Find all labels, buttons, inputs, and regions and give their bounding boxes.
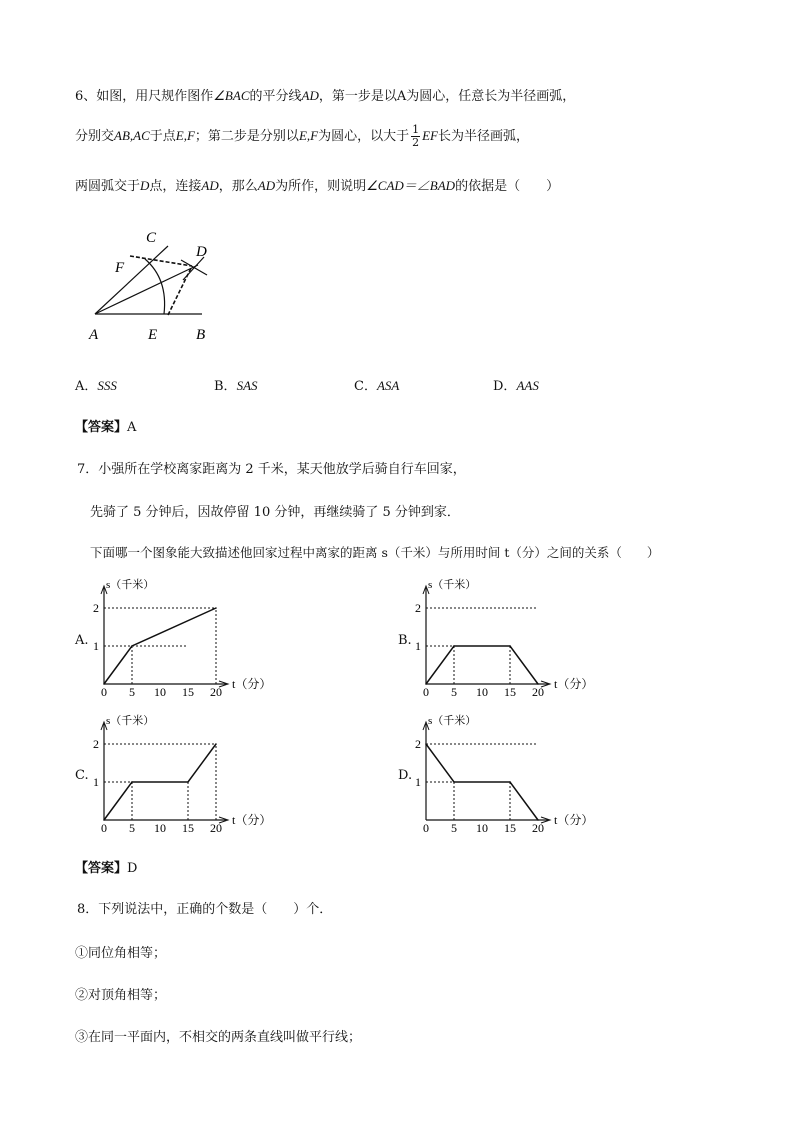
y-tick-label: 1	[93, 775, 99, 789]
q7-line2: 先骑了 5 分钟后，因故停留 10 分钟，再继续骑了 5 分钟到家．	[90, 505, 460, 520]
data-point	[509, 781, 511, 783]
x-tick-label: 20	[210, 821, 222, 835]
graph-d-letter: D.	[398, 768, 413, 783]
data-point	[509, 645, 511, 647]
y-tick-label: 2	[415, 737, 421, 751]
y-axis-label: s（千米）	[106, 715, 155, 727]
y-tick-label: 1	[415, 639, 421, 653]
label-c: C	[146, 230, 157, 246]
x-tick-label: 5	[451, 821, 457, 835]
q7-line1: 7．小强所在学校离家距离为 2 千米，某天他放学后骑自行车回家，	[77, 462, 466, 477]
x-tick-label: 10	[476, 685, 488, 699]
x-tick-label: 20	[532, 685, 544, 699]
graph-line	[426, 646, 538, 684]
q6-line2: 分别交AB,AC于点E,F；第二步是分别以E,F为圆心，以大于 $\frac{1}{2}$ EF长为半径画弧，	[75, 123, 529, 149]
graph-d	[410, 710, 610, 836]
y-tick-label: 1	[93, 639, 99, 653]
x-tick-label: 15	[504, 821, 516, 835]
label-f: F	[115, 260, 125, 276]
y-axis-label: s（千米）	[428, 579, 477, 591]
graph-c-letter: C.	[75, 768, 89, 783]
label-a: A	[89, 327, 99, 343]
q6-option-c: C．ASA	[354, 378, 400, 394]
x-tick-label: 0	[101, 821, 107, 835]
x-tick-label: 20	[210, 685, 222, 699]
x-tick-label: 0	[423, 821, 429, 835]
data-point	[131, 781, 133, 783]
q6-line3: 两圆弧交于D点，连接AD，那么AD为所作，则说明∠CAD＝∠BAD的依据是（ ）	[75, 178, 560, 194]
data-point	[131, 645, 133, 647]
x-tick-label: 5	[129, 685, 135, 699]
data-point	[215, 607, 217, 609]
x-tick-label: 0	[423, 685, 429, 699]
q7-line3: 下面哪一个图象能大致描述他回家过程中离家的距离 s（千米）与所用时间 t（分）之间的关系（ ）	[90, 545, 660, 560]
x-tick-label: 15	[504, 685, 516, 699]
q8-item-1: ①同位角相等；	[75, 946, 167, 961]
x-axis-label: t（分）	[554, 813, 594, 827]
x-axis-label: t（分）	[232, 677, 272, 691]
y-axis-label: s（千米）	[428, 715, 477, 727]
q8-item-2: ②对顶角相等；	[75, 988, 167, 1003]
data-point	[453, 781, 455, 783]
label-e: E	[148, 327, 158, 343]
data-point	[453, 645, 455, 647]
graph-b	[410, 574, 610, 700]
x-tick-label: 10	[154, 685, 166, 699]
x-tick-label: 10	[476, 821, 488, 835]
label-d: D	[196, 244, 207, 260]
angle-bisector-figure	[80, 222, 240, 347]
graph-a-letter: A.	[75, 633, 89, 648]
y-tick-label: 2	[415, 601, 421, 615]
half-fraction: $\frac{1}{2}$	[412, 123, 420, 149]
q6-answer: 【答案】A	[75, 420, 137, 435]
q6-option-a: A．SSS	[75, 378, 117, 394]
graph-a	[88, 574, 288, 700]
x-tick-label: 5	[129, 821, 135, 835]
y-axis-label: s（千米）	[106, 579, 155, 591]
x-tick-label: 5	[451, 685, 457, 699]
x-axis-label: t（分）	[554, 677, 594, 691]
graph-b-letter: B.	[398, 633, 412, 648]
angle-bac: ∠BAC	[213, 88, 250, 103]
graph-c	[88, 710, 288, 836]
x-tick-label: 10	[154, 821, 166, 835]
data-point	[425, 743, 427, 745]
label-b: B	[196, 327, 206, 343]
y-tick-label: 1	[415, 775, 421, 789]
y-tick-label: 2	[93, 601, 99, 615]
x-axis-label: t（分）	[232, 813, 272, 827]
q6-option-b: B．SAS	[214, 378, 258, 394]
x-tick-label: 0	[101, 685, 107, 699]
data-point	[215, 743, 217, 745]
x-tick-label: 20	[532, 821, 544, 835]
arc-d-2	[183, 257, 204, 280]
data-point	[187, 781, 189, 783]
q8-line1: 8．下列说法中，正确的个数是（ ）个．	[77, 902, 333, 917]
x-tick-label: 15	[182, 821, 194, 835]
q8-item-3: ③在同一平面内，不相交的两条直线叫做平行线；	[75, 1030, 362, 1045]
arc-ef	[145, 259, 165, 314]
x-tick-label: 15	[182, 685, 194, 699]
y-tick-label: 2	[93, 737, 99, 751]
q7-answer: 【答案】D	[75, 861, 138, 876]
q6-line1: 6、如图，用尺规作图作∠BAC的平分线AD，第一步是以A为圆心，任意长为半径画弧，	[75, 88, 576, 104]
ray-ad	[95, 265, 198, 314]
q6-option-d: D．AAS	[493, 378, 539, 394]
